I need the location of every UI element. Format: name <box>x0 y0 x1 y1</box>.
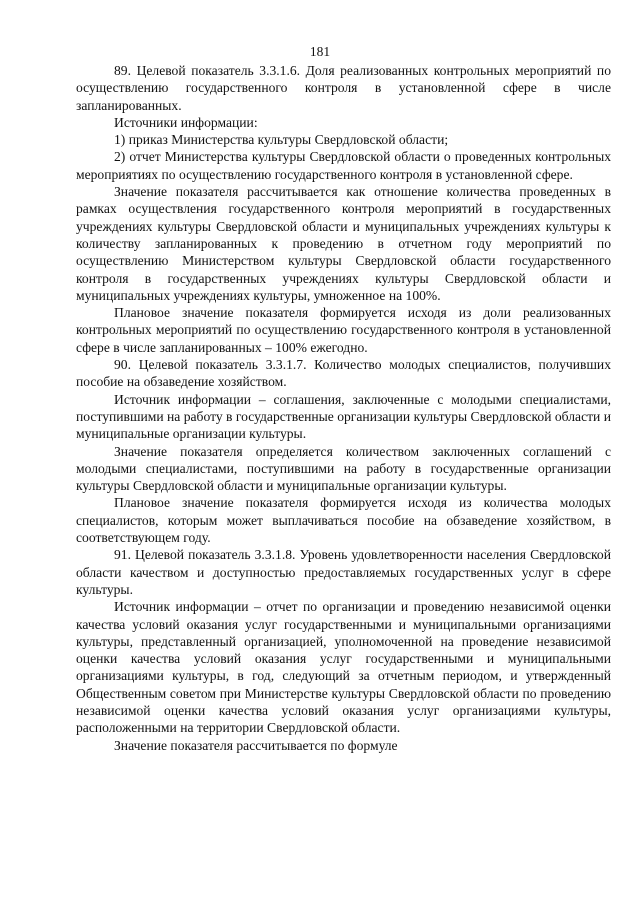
page-number: 181 <box>309 44 331 59</box>
paragraph-sources-heading: Источники информации: <box>114 114 258 130</box>
paragraph-planned-value-90: Плановое значение показателя формируется исходя из количества молодых специалистов, которым может выплачиваться пособие на обзаведение хозяйством, в соответствующем году. <box>76 495 611 546</box>
paragraph-calculation-90: Значение показателя определяется количеством заключенных соглашений с молодыми специалистами, поступившими на работу в государственные организации культуры Свердловской области и муниципальные организации культуры. <box>76 443 611 494</box>
paragraph-source-1: 1) приказ Министерства культуры Свердловской области; <box>114 132 449 148</box>
paragraph-planned-value-89: Плановое значение показателя формируется исходя из доли реализованных контрольных мероприятий по осуществлению государственного контроля в установленной сфере в числе запланированных – 100% ежегодно. <box>76 305 611 355</box>
paragraph-source-2: 2) отчет Министерства культуры Свердловской области о проведенных контрольных мероприятиях по осуществлению государственного контроля в установленной сфере. <box>76 149 611 182</box>
paragraph-indicator-91-title: 91. Целевой показатель 3.3.1.8. Уровень удовлетворенности населения Свердловской области качеством и доступностью предоставляемых государственных услуг в сфере культуры. <box>76 547 611 597</box>
document-body <box>76 62 611 754</box>
paragraph-source-91: Источник информации – отчет по организации и проведению независимой оценки качества условий оказания услуг государственными и муниципальными организациями культуры, представленный организацией, уполномоченной на проведение независимой оценки качества условий оказания услуг государственными и муниципальными организациями культуры, в год, следующий за отчетным периодом, и утвержденный Общественным советом при Министерстве культуры Свердловской области по проведению независимой оценки качества условий оказания услуг организациями культуры, расположенными на территории Свердловской области. <box>76 599 611 736</box>
paragraph-indicator-90-title: 90. Целевой показатель 3.3.1.7. Количество молодых специалистов, получивших пособие на обзаведение хозяйством. <box>76 357 611 390</box>
paragraph-indicator-89-title: 89. Целевой показатель 3.3.1.6. Доля реализованных контрольных мероприятий по осуществлению государственного контроля в установленной сфере в числе запланированных. <box>76 63 611 113</box>
paragraph-source-90: Источник информации – соглашения, заключенные с молодыми специалистами, поступившими на работу в государственные организации культуры Свердловской области и муниципальные организации культуры. <box>76 391 611 442</box>
paragraph-formula-intro-91: Значение показателя рассчитывается по формуле <box>114 737 398 753</box>
paragraph-calculation-89: Значение показателя рассчитывается как отношение количества проведенных в рамках осуществления государственного контроля мероприятий в государственных учреждениях культуры Свердловской области и муниципальных учреждениях культуры к количеству запланированных к проведению в отчетном году мероприятий по осуществлению Министерством культуры Свердловской области государственного контроля в государственных учреждениях культуры Свердловской области и муниципальных учреждениях культуры, умноженное на 100%. <box>76 184 611 303</box>
